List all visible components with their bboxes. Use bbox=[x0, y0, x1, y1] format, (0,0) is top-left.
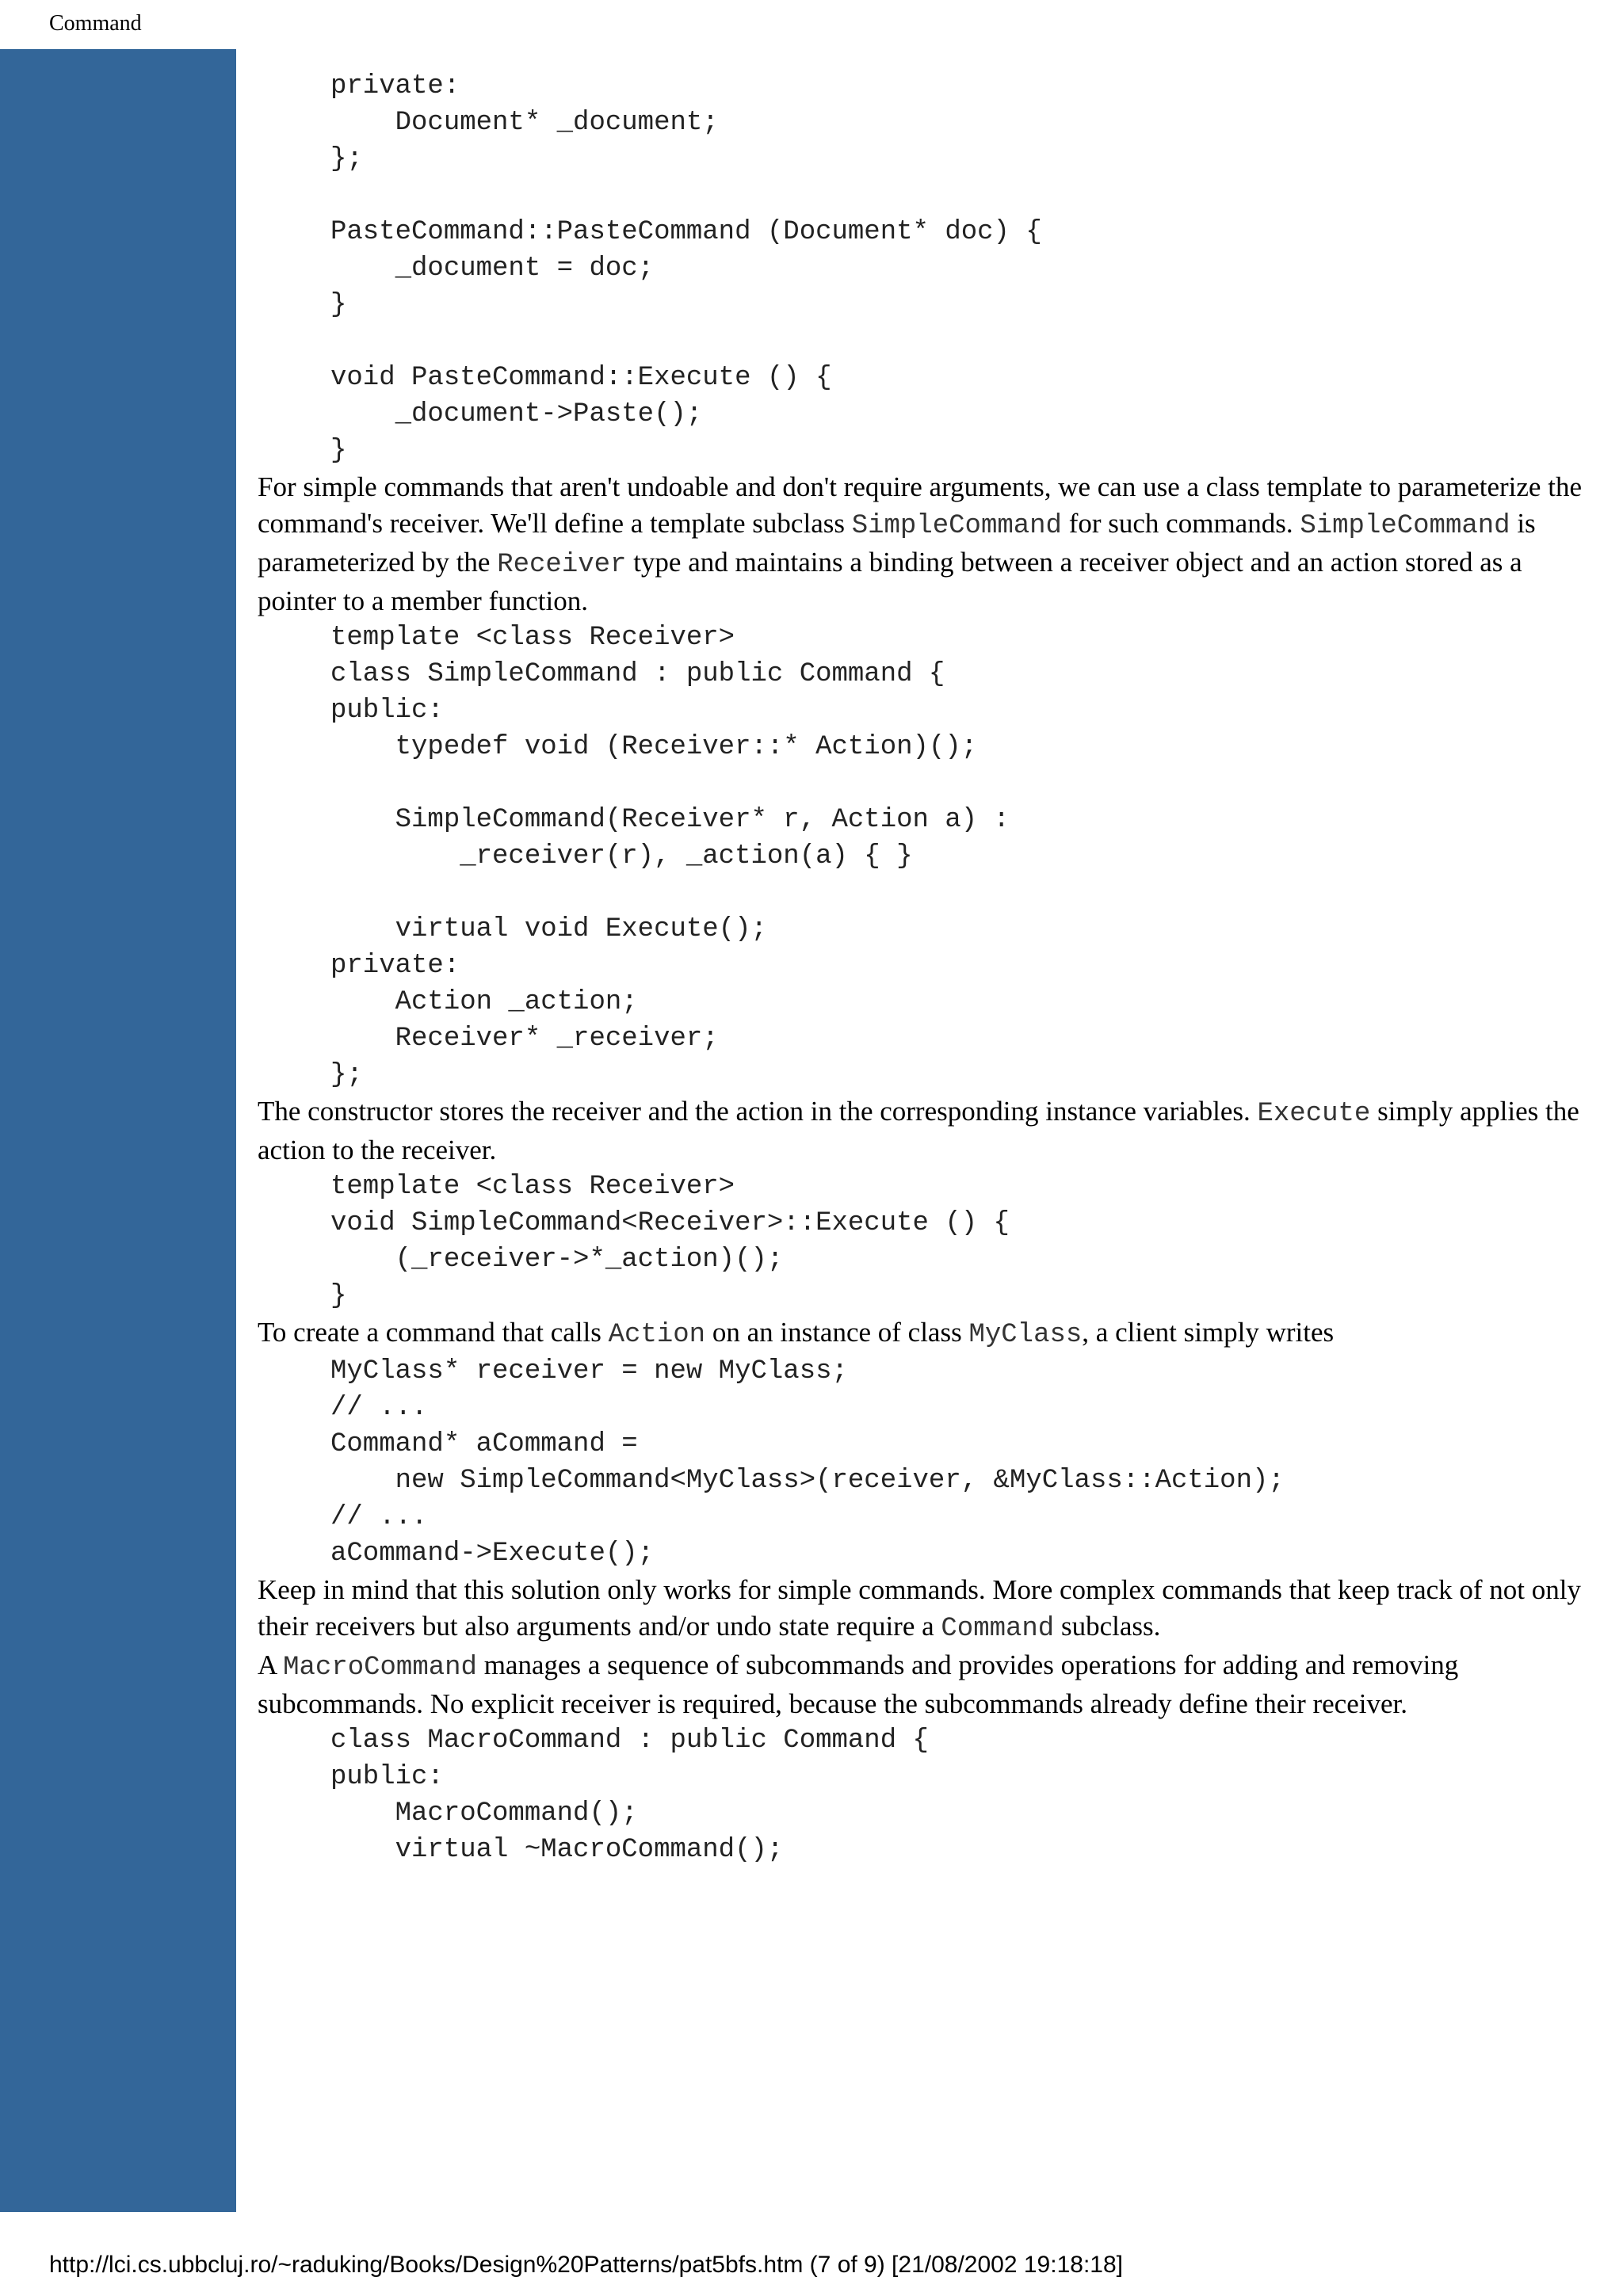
sidebar bbox=[0, 49, 236, 2212]
paragraph-limitation bbox=[258, 1572, 1605, 1647]
text: Keep in mind that this solution only works for simple commands. More complex commands that keep track of not only their receivers but also arguments and/or undo state require a bbox=[258, 1574, 1581, 1642]
code-block-macro-command: class MacroCommand : public Command { public: MacroCommand(); virtual ~MacroCommand(); bbox=[330, 1726, 929, 1865]
paragraph-constructor bbox=[258, 1093, 1605, 1169]
text: , a client simply writes bbox=[1082, 1317, 1335, 1348]
text: For simple commands that aren't undoable and don't require arguments, we can use a class template to parameterize the command's receiver. We'll define a template subclass bbox=[258, 471, 1582, 539]
code-block-client: MyClass* receiver = new MyClass; // ... Command* aCommand = new SimpleCommand<MyClass>(receiver, &MyClass::Action); // ... aCommand->Execute(); bbox=[330, 1356, 1285, 1569]
text: To create a command that calls bbox=[258, 1317, 609, 1348]
text: for such commands. bbox=[1061, 508, 1300, 539]
code-block-simple-command-execute: template <class Receiver> void SimpleCommand<Receiver>::Execute () { (_receiver->*_action)(); } bbox=[330, 1172, 1010, 1311]
text: subclass. bbox=[1054, 1611, 1161, 1642]
inline-code: SimpleCommand bbox=[1300, 511, 1510, 541]
document-content bbox=[258, 68, 1605, 1868]
code-block-paste-command: private: Document* _document; }; PasteCommand::PasteCommand (Document* doc) { _document = doc; } void PasteCommand::Execute () { _document->Paste(); } bbox=[330, 71, 1042, 466]
paragraph-macro-command bbox=[258, 1647, 1605, 1722]
text: manages a sequence of subcommands and provides operations for adding and removing subcommands. No explicit receiver is required, because the subcommands already define their receiver. bbox=[258, 1650, 1459, 1719]
code-block-simple-command-class: template <class Receiver> class SimpleCommand : public Command { public: typedef void (Receiver::* Action)(); SimpleCommand(Receiver* r, Action a) : _receiver(r), _action(a) { } virtual void Execute(); private: Action _action; Receiver* _receiver; }; bbox=[330, 623, 1010, 1090]
paragraph-simple-command bbox=[258, 469, 1605, 620]
page-header: Command bbox=[49, 11, 142, 36]
text: The constructor stores the receiver and the action in the corresponding instance variables. bbox=[258, 1096, 1258, 1127]
text: type and maintains a binding between a receiver object and an action stored as a pointer to a member function. bbox=[258, 547, 1522, 616]
inline-code: MyClass bbox=[968, 1320, 1083, 1350]
inline-code: Receiver bbox=[497, 550, 627, 580]
inline-code: Execute bbox=[1257, 1099, 1371, 1129]
text: simply applies the action to the receiver. bbox=[258, 1096, 1579, 1165]
inline-code: Command bbox=[941, 1614, 1055, 1644]
inline-code: MacroCommand bbox=[283, 1653, 477, 1683]
inline-code: SimpleCommand bbox=[851, 511, 1062, 541]
inline-code: Action bbox=[608, 1320, 706, 1350]
page-footer-url: http://lci.cs.ubbcluj.ro/~raduking/Books/Design%20Patterns/pat5bfs.htm (7 of 9) [21/08/2002 19:18:18] bbox=[49, 2252, 1123, 2278]
paragraph-client-usage bbox=[258, 1314, 1605, 1353]
text: on an instance of class bbox=[705, 1317, 969, 1348]
text: A bbox=[258, 1650, 284, 1680]
text: is parameterized by the bbox=[258, 508, 1536, 578]
